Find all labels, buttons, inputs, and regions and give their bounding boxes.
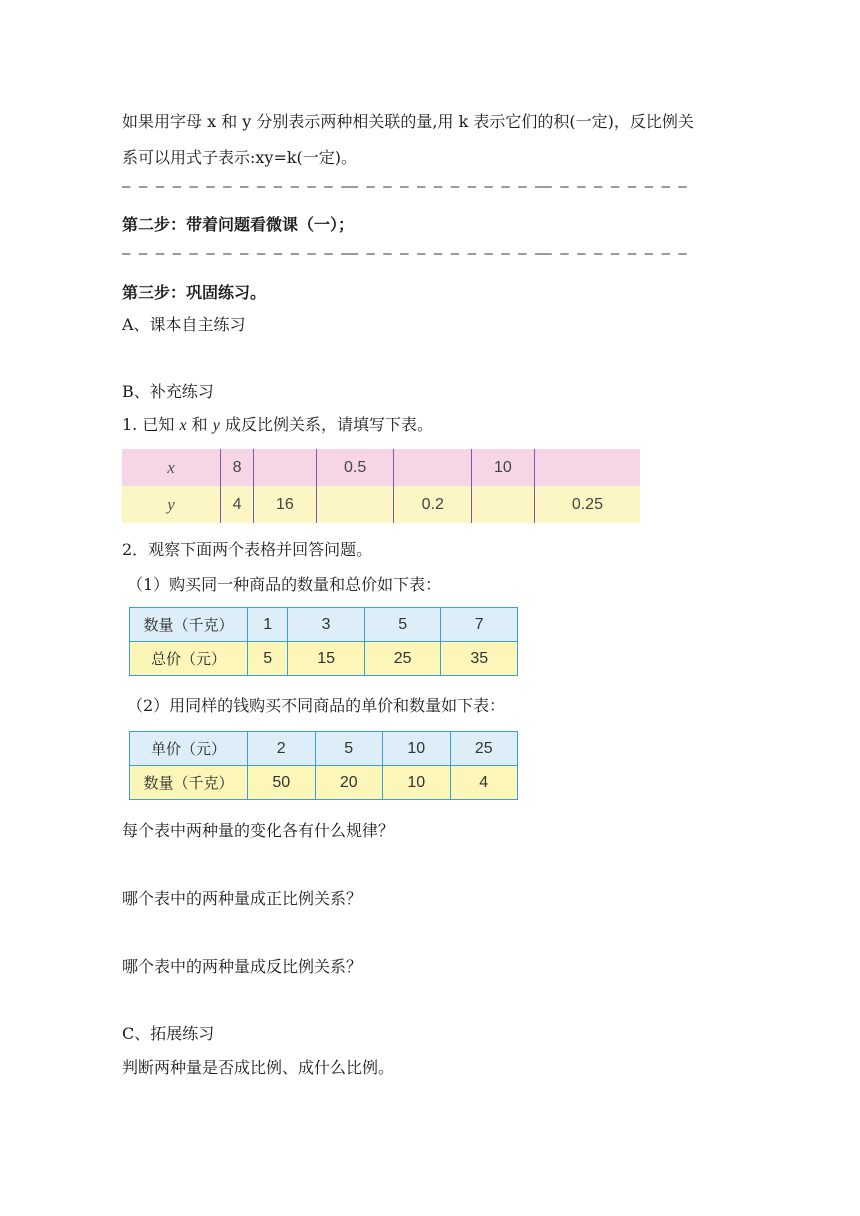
- step-3-heading: 第三步：巩固练习。: [122, 283, 267, 302]
- question-1-suffix: 成反比例关系，请填写下表。: [219, 415, 433, 434]
- table-cell: 7: [441, 608, 518, 642]
- table-row: [130, 766, 518, 800]
- table-cell: 5: [315, 732, 383, 766]
- table-cell: 1: [248, 608, 288, 642]
- separator-1: – – – – – – – – – – – – – –— – – – – – – – – – – –— – – – – – – – –: [122, 179, 687, 195]
- question-1: [122, 413, 433, 438]
- table-row: [130, 732, 518, 766]
- separator-2: – – – – – – – – – – – – – –— – – – – – – – – – – –— – – – – – – – –: [122, 246, 687, 262]
- unit-price-quantity-table: [129, 731, 518, 800]
- row-label: 数量（千克）: [130, 766, 248, 800]
- table-cell: 10: [472, 449, 535, 486]
- table-cell: 35: [441, 642, 518, 676]
- question-1-var-x: x: [179, 417, 187, 434]
- row-label: 总价（元）: [130, 642, 248, 676]
- section-a-label: A、课本自主练习: [122, 315, 246, 334]
- question-2-part-2: （2）用同样的钱购买不同商品的单价和数量如下表：: [127, 696, 506, 715]
- table-cell: 0.25: [534, 486, 640, 523]
- table-cell: 8: [221, 449, 254, 486]
- row-label: 数量（千克）: [130, 608, 248, 642]
- table-row: [130, 608, 518, 642]
- table-cell: [472, 486, 535, 523]
- table-row-y: [122, 486, 640, 523]
- section-b-label: B、补充练习: [122, 382, 214, 401]
- question-1-mid: 和: [186, 415, 213, 434]
- table-cell: 0.2: [394, 486, 472, 523]
- table-cell: 10: [383, 732, 451, 766]
- table-cell: 2: [248, 732, 316, 766]
- table-cell: 0.5: [316, 449, 394, 486]
- table-cell: 4: [450, 766, 518, 800]
- table-cell: [316, 486, 394, 523]
- row-label-y: y: [122, 486, 221, 523]
- table-cell: 3: [288, 608, 365, 642]
- table-cell: 5: [364, 608, 441, 642]
- question-1-var-y: y: [212, 417, 220, 434]
- table-cell: [394, 449, 472, 486]
- question-2: 2．观察下面两个表格并回答问题。: [122, 540, 373, 559]
- table-cell: 16: [254, 486, 317, 523]
- step-2-heading: 第二步：带着问题看微课（一）；: [122, 215, 355, 234]
- table-cell: 20: [315, 766, 383, 800]
- table-row: [130, 642, 518, 676]
- table-cell: 4: [221, 486, 254, 523]
- table-cell: 5: [248, 642, 288, 676]
- section-c-label: C、拓展练习: [122, 1024, 215, 1043]
- table-row-x: [122, 449, 640, 486]
- question-pattern: 每个表中两种量的变化各有什么规律？: [122, 821, 395, 840]
- quantity-price-table: [129, 607, 518, 676]
- question-direct-proportion: 哪个表中的两种量成正比例关系？: [122, 889, 363, 908]
- question-inverse-proportion: 哪个表中的两种量成反比例关系？: [122, 957, 363, 976]
- question-1-prefix: 1. 已知: [122, 415, 180, 434]
- question-2-part-1: （1）购买同一种商品的数量和总价如下表：: [127, 575, 442, 594]
- table-cell: 15: [288, 642, 365, 676]
- question-3: 判断两种量是否成比例、成什么比例。: [122, 1058, 395, 1077]
- table-cell: 25: [450, 732, 518, 766]
- row-label-x: x: [122, 449, 221, 486]
- table-cell: 25: [364, 642, 441, 676]
- table-cell: [254, 449, 317, 486]
- intro-line-1: 如果用字母 x 和 y 分别表示两种相关联的量,用 k 表示它们的积(一定)，反比例关: [122, 112, 694, 131]
- table-cell: [534, 449, 640, 486]
- row-label: 单价（元）: [130, 732, 248, 766]
- intro-line-2: 系可以用式子表示:xy=k(一定)。: [122, 148, 358, 167]
- table-cell: 50: [248, 766, 316, 800]
- table-cell: 10: [383, 766, 451, 800]
- inverse-proportion-table: [122, 449, 640, 523]
